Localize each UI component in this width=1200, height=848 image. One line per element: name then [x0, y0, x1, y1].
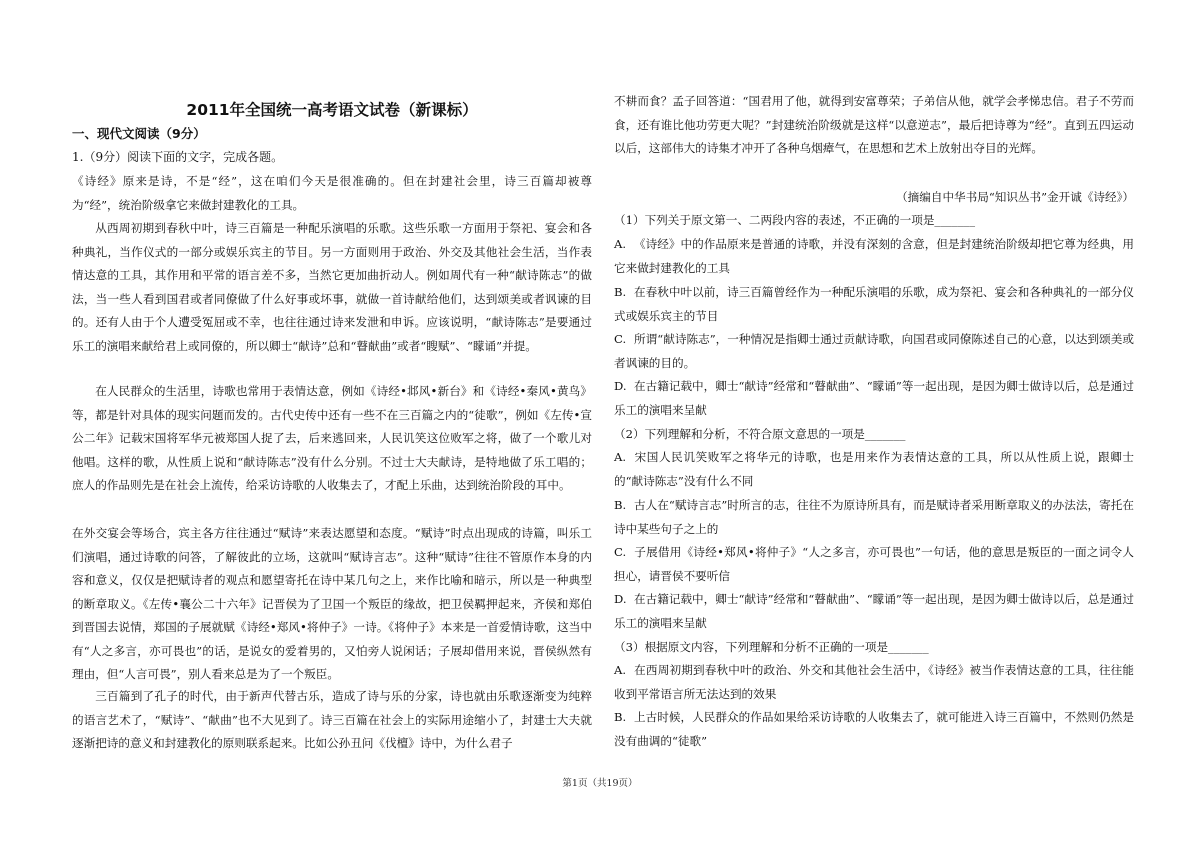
option-text: 在古籍记载中，卿士“献诗”经常和“瞽献曲”、“矇诵”等一起出现，是因为卿士做诗以后，总是通过乐工的演唱来呈献	[614, 379, 1134, 417]
question-1-option-a	[614, 233, 1134, 280]
option-label: D.	[614, 379, 627, 393]
option-text: 古人在“赋诗言志”时所言的志，往往不为原诗所具有，而是赋诗者采用断章取义的办法法，寄托在诗中某些句子之上的	[614, 498, 1134, 536]
option-label: D.	[614, 592, 627, 606]
option-label: A.	[614, 237, 627, 251]
paragraph-5-left: 三百篇到了孔子的时代，由于新声代替古乐，造成了诗与乐的分家，诗也就由乐歌逐渐变为纯粹的语言艺术了，“赋诗”、“献曲”也不大见到了。诗三百篇在社会上的实际用途缩小了，封建士大夫就逐渐把诗的意义和封建教化的原则联系起来。比如公孙丑问《伐檀》诗中，为什么君子	[72, 689, 592, 750]
option-label: B.	[614, 285, 627, 299]
option-text: 宋国人民讥笑败军之将华元的诗歌，也是用来作为表情达意的工具，所以从性质上说，跟卿士的“献诗陈志”没有什么不同	[614, 450, 1134, 488]
question-1-option-d	[614, 375, 1134, 422]
question-2-option-b	[614, 494, 1134, 541]
paragraph-3: 在人民群众的生活里，诗歌也常用于表情达意，例如《诗经•邶风•新台》和《诗经•秦风•黄鸟》等，都是针对具体的现实问题而发的。古代史传中还有一些不在三百篇之内的“徒歌”，例如《左传•宣公二年》记载宋国将军华元被郑国人捉了去，后来逃回来，人民讥笑这位败军之将，做了一个歌儿对他唱。这样的歌，从性质上说和“献诗陈志”没有什么分别。不过士大夫献诗，是特地做了乐工唱的；庶人的作品则先是在社会上流传，给采访诗歌的人收集去了，才配上乐曲，达到统治阶段的耳中。	[72, 384, 592, 492]
option-label: A.	[614, 450, 627, 464]
option-label: B.	[614, 498, 627, 512]
paragraph-4: 在外交宴会等场合，宾主各方往往通过“赋诗”来表达愿望和态度。“赋诗”时点出现成的诗篇，叫乐工们演唱，通过诗歌的问答，了解彼此的立场，这就叫“赋诗言志”。这种“赋诗”往往不管原作本身的内容和意义，仅仅是把赋诗者的观点和愿望寄托在诗中某几句之上，来作比喻和暗示，所以是一种典型的断章取义。《左传•襄公二十六年》记晋侯为了卫国一个叛臣的缘故，把卫侯羁押起来，齐侯和郑伯到晋国去说情，郑国的子展就赋《诗经•郑风•将仲子》一诗。《将仲子》本来是一首爱情诗歌，这当中有“人之多言，亦可畏也”的话，是说女的爱着男的，又怕旁人说闲话；子展却借用来说，晋侯纵然有理由，但“人言可畏”，别人看来总是为了一个叛臣。	[72, 526, 592, 681]
question-2-option-c	[614, 541, 1134, 588]
page-title: 2011年全国统一高考语文试卷（新课标）	[186, 101, 478, 119]
option-text: 子展借用《诗经•郑风•将仲子》“人之多言，亦可畏也”一句话，他的意思是叛臣的一面之词令人担心，请晋侯不要听信	[614, 545, 1134, 583]
option-label: C.	[614, 545, 627, 559]
paragraph-2: 从西周初期到春秋中叶，诗三百篇是一种配乐演唱的乐歌。这些乐歌一方面用于祭祀、宴会和各种典礼，当作仪式的一部分或娱乐宾主的节目。另一方面则用于政治、外交及其他社会生活，当作表情达意的工具，其作用和平常的语言差不多，当然它更加曲折动人。例如周代有一种“献诗陈志”的做法，当一些人看到国君或者同僚做了什么好事或坏事，就做一首诗献给他们，达到颂美或者讽谏的目的。还有人由于个人遭受冤屈或不幸，也往往通过诗来发泄和申诉。应该说明，“献诗陈志”是要通过乐工的演唱来献给君上或同僚的，所以卿士“献诗”总和“瞽献曲”或者“瞍赋”、“矇诵”并提。	[72, 221, 592, 353]
paragraph-1: 《诗经》原来是诗，不是“经”，这在咱们今天是很准确的。但在封建社会里，诗三百篇却被尊为“经”，统治阶级拿它来做封建教化的工具。	[72, 174, 592, 212]
question-2-option-a	[614, 446, 1134, 493]
source-citation: （摘编自中华书局“知识丛书”金开诚《诗经》）	[896, 190, 1134, 204]
question-2-stem: （2）下列理解和分析，不符合原文意思的一项是_______	[614, 427, 906, 441]
option-label: A.	[614, 663, 627, 677]
question-1-option-b	[614, 281, 1134, 328]
question-heading: 1.（9分）阅读下面的文字，完成各题。	[72, 150, 284, 164]
question-2-option-d	[614, 588, 1134, 635]
option-text: 在古籍记载中，卿士“献诗”经常和“瞽献曲”、“矇诵”等一起出现，是因为卿士做诗以后，总是通过乐工的演唱来呈献	[614, 592, 1134, 630]
option-text: 《诗经》中的作品原来是普通的诗歌，并没有深刻的含意，但是封建统治阶级却把它尊为经典，用它来做封建教化的工具	[614, 237, 1134, 275]
option-label: C.	[614, 332, 627, 346]
question-3-stem: （3）根据原文内容，下列理解和分析不正确的一项是_______	[614, 640, 929, 654]
option-text: 在西周初期到春秋中叶的政治、外交和其他社会生活中，《诗经》被当作表情达意的工具，往往能收到平常语言所无法达到的效果	[614, 663, 1134, 701]
question-1-stem: （1）下列关于原文第一、二两段内容的表述，不正确的一项是_______	[614, 213, 975, 227]
paragraph-5-right: 不耕而食？孟子回答道：“国君用了他，就得到安富尊荣；子弟信从他，就学会孝悌忠信。君子不劳而食，还有谁比他功劳更大呢？”封建统治阶级就是这样“以意逆志”，最后把诗尊为“经”。直到五四运动以后，这部伟大的诗集才冲开了各种乌烟瘴气，在思想和艺术上放射出夺目的光辉。	[614, 94, 1134, 155]
question-1-option-c	[614, 328, 1134, 375]
option-text: 上古时候，人民群众的作品如果给采访诗歌的人收集去了，就可能进入诗三百篇中，不然则仍然是没有曲调的“徒歌”	[614, 710, 1134, 748]
option-label: B.	[614, 710, 627, 724]
section-heading: 一、现代文阅读（9分）	[72, 126, 206, 141]
question-3-option-b	[614, 706, 1134, 753]
question-3-option-a	[614, 659, 1134, 706]
option-text: 在春秋中叶以前，诗三百篇曾经作为一种配乐演唱的乐歌，成为祭祀、宴会和各种典礼的一部分仪式或娱乐宾主的节目	[614, 285, 1134, 323]
option-text: 所谓“献诗陈志”，一种情况是指卿士通过贡献诗歌，向国君或同僚陈述自己的心意，以达到颂美或者讽谏的目的。	[614, 332, 1134, 370]
page-footer: 第1页（共19页）	[562, 778, 638, 789]
